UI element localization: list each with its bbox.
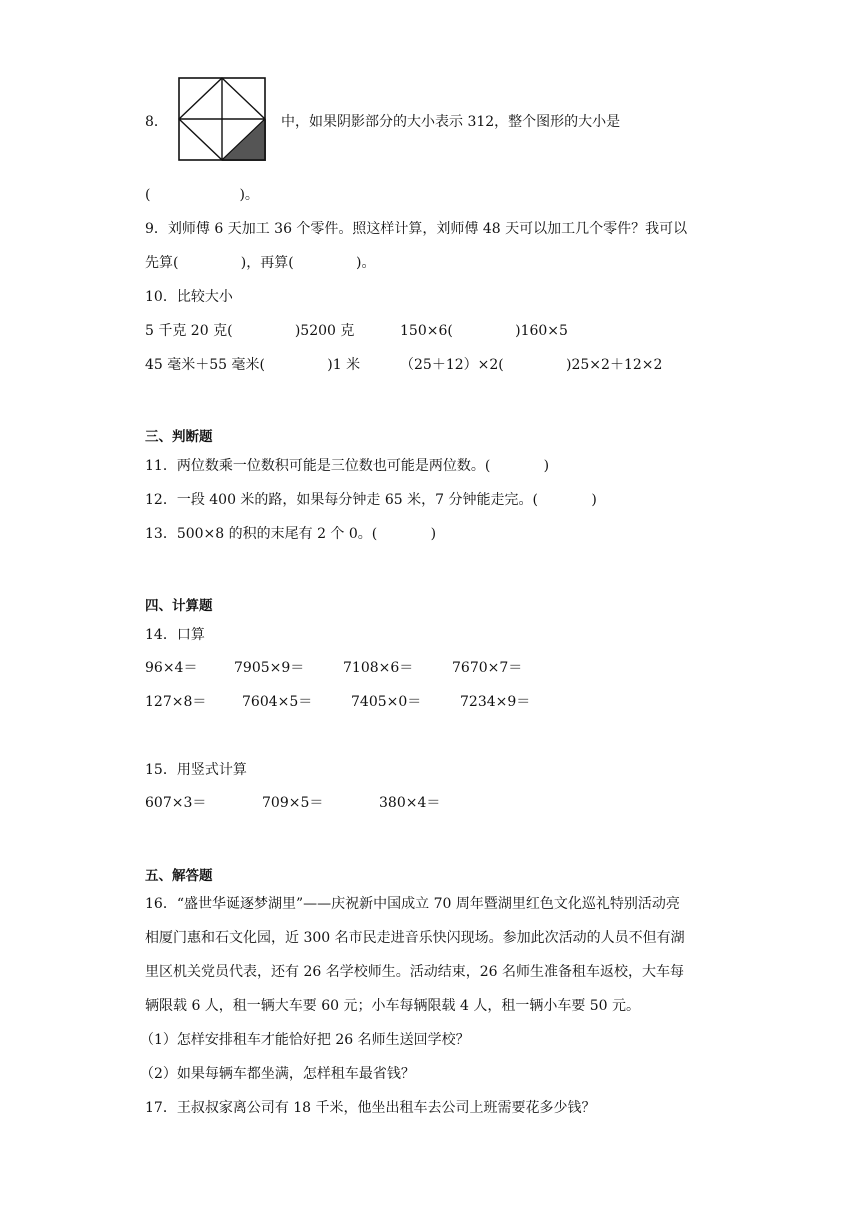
q14-item: 7670×7＝ (452, 660, 523, 676)
q14-title: 14．口算 (145, 627, 205, 643)
q10-row2-right: （25＋12）×2( )25×2＋12×2 (400, 357, 663, 373)
q10-row1-left: 5 千克 20 克( )5200 克 (145, 323, 355, 339)
q12: 12．一段 400 米的路，如果每分钟走 65 米，7 分钟能走完。( ) (145, 492, 597, 508)
q14-item: 96×4＝ (145, 660, 198, 676)
q14-item: 7405×0＝ (351, 694, 422, 710)
q8-number: 8． (145, 114, 168, 130)
q15-item: 380×4＝ (379, 795, 441, 811)
q8-blank: ( )。 (145, 187, 259, 203)
section4-heading: 四、计算题 (145, 598, 213, 614)
q14-item: 7604×5＝ (242, 694, 313, 710)
q10-title: 10．比较大小 (145, 289, 233, 305)
q14-item: 7234×9＝ (460, 694, 531, 710)
q9-line2: 先算( )，再算( )。 (145, 255, 376, 271)
q14-item: 127×8＝ (145, 694, 207, 710)
section3-heading: 三、判断题 (145, 429, 213, 445)
q13: 13．500×8 的积的末尾有 2 个 0。( ) (145, 526, 437, 542)
q8-square-figure (178, 77, 266, 161)
q16-line: 16．“盛世华诞逐梦湖里”——庆祝新中国成立 70 周年暨湖里红色文化巡礼特别活动亮 (145, 896, 680, 912)
q14-item: 7905×9＝ (234, 660, 305, 676)
q15-title: 15．用竖式计算 (145, 762, 247, 778)
q16-line: 里区机关党员代表，还有 26 名学校师生。活动结束，26 名师生准备租车返校，大车每 (145, 964, 684, 980)
q11: 11．两位数乘一位数积可能是三位数也可能是两位数。( ) (145, 458, 550, 474)
section5-heading: 五、解答题 (145, 868, 213, 884)
q16-line: 相厦门惠和石文化园，近 300 名市民走进音乐快闪现场。参加此次活动的人员不但有湖 (145, 930, 685, 946)
q14-item: 7108×6＝ (343, 660, 414, 676)
q8-text: 中，如果阴影部分的大小表示 312，整个图形的大小是 (281, 114, 621, 130)
q17: 17．王叔叔家离公司有 18 千米，他坐出租车去公司上班需要花多少钱？ (145, 1100, 596, 1116)
q16-sub1: （1）怎样安排租车才能恰好把 26 名师生送回学校？ (140, 1032, 470, 1048)
q15-item: 607×3＝ (145, 795, 207, 811)
q10-row1-right: 150×6( )160×5 (400, 323, 568, 339)
q16-sub2: （2）如果每辆车都坐满，怎样租车最省钱？ (140, 1066, 415, 1082)
q16-line: 辆限载 6 人，租一辆大车要 60 元；小车每辆限载 4 人，租一辆小车要 50 元。 (145, 998, 641, 1014)
q10-row2-left: 45 毫米＋55 毫米( )1 米 (145, 357, 361, 373)
q9-line1: 9．刘师傅 6 天加工 36 个零件。照这样计算，刘师傅 48 天可以加工几个零件？我可以 (145, 221, 688, 237)
q15-item: 709×5＝ (262, 795, 324, 811)
